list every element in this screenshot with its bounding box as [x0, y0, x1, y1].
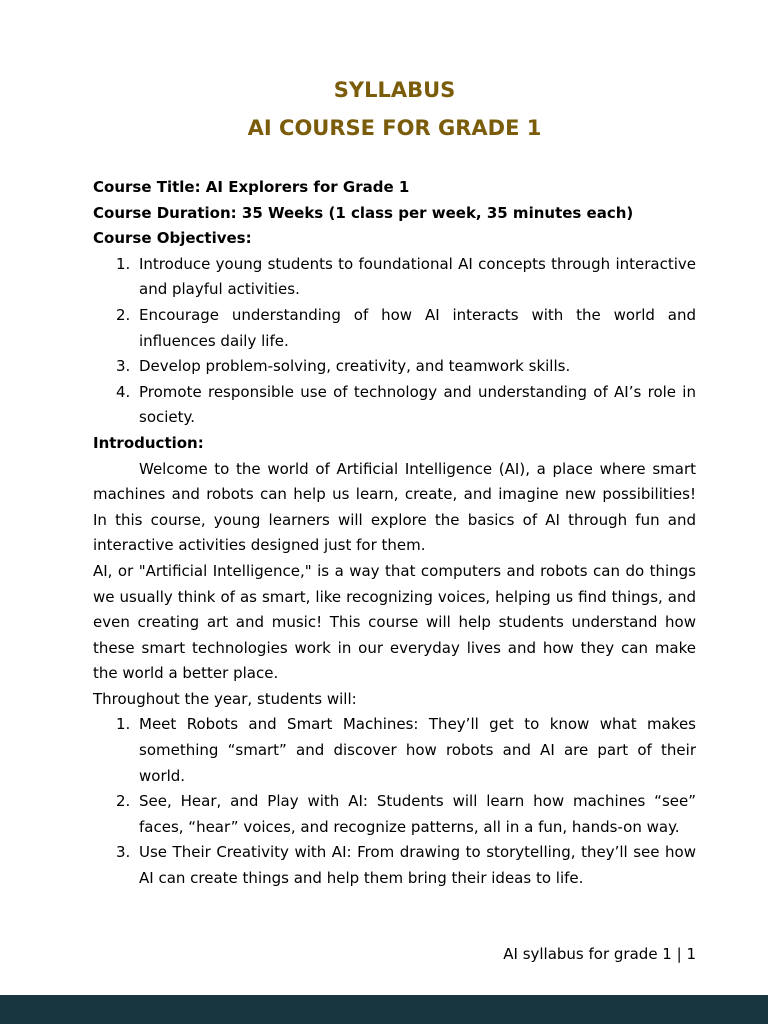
activities-list — [93, 712, 696, 891]
list-text: Meet Robots and Smart Machines: They’ll get to know what makes something “smart” and discover how robots and AI are part of their world. — [139, 715, 696, 785]
list-item — [93, 789, 696, 840]
objectives-list — [93, 252, 696, 431]
list-number: 3. — [116, 357, 131, 376]
ai-definition-paragraph: AI, or "Artificial Intelligence," is a way that computers and robots can do things we usually think of as smart, like recognizing voices, helping us find things, and even creating art and music! This course will help students understand how these smart technologies work in our everyday lives and how they can make the world a better place. — [93, 561, 696, 683]
list-number: 4. — [116, 382, 131, 401]
list-item — [93, 380, 696, 431]
list-text: Promote responsible use of technology and understanding of AI’s role in society. — [139, 382, 696, 427]
page-footer: AI syllabus for grade 1 | 1 — [503, 945, 696, 963]
list-number: 2. — [116, 305, 131, 324]
list-text: See, Hear, and Play with AI: Students will learn how machines “see” faces, “hear” voices, and recognize patterns, all in a fun, hands-on way. — [139, 792, 696, 836]
course-heading: AI COURSE FOR GRADE 1 — [247, 116, 542, 140]
syllabus-heading: SYLLABUS — [333, 78, 456, 102]
list-item — [93, 303, 696, 354]
list-item — [93, 712, 696, 789]
course-title: Course Title: AI Explorers for Grade 1 — [93, 178, 410, 196]
list-item — [93, 252, 696, 303]
list-text: Introduce young students to foundational AI concepts through interactive and playful activities. — [139, 254, 696, 299]
course-duration: Course Duration: 35 Weeks (1 class per week, 35 minutes each) — [93, 203, 634, 222]
list-text: Use Their Creativity with AI: From drawing to storytelling, they’ll see how AI can create things and help them bring their ideas to life. — [139, 843, 696, 888]
list-text: Develop problem-solving, creativity, and teamwork skills. — [139, 357, 571, 376]
list-text: Encourage understanding of how AI interacts with the world and influences daily life. — [139, 305, 696, 350]
objectives-heading: Course Objectives: — [93, 229, 252, 248]
list-item — [93, 354, 696, 380]
introduction-heading: Introduction: — [93, 433, 204, 452]
throughout-year-line: Throughout the year, students will: — [93, 689, 357, 708]
list-item — [93, 840, 696, 891]
list-number: 2. — [116, 792, 131, 811]
footer-bar — [0, 995, 768, 1024]
introduction-paragraph: Welcome to the world of Artificial Intelligence (AI), a place where smart machines and robots can help us learn, create, and imagine new possibilities! In this course, young learners will explore the basics of AI through fun and interactive activities designed just for them. — [93, 459, 696, 555]
list-number: 1. — [116, 254, 131, 273]
list-number: 1. — [116, 715, 131, 734]
document-body — [93, 175, 696, 892]
list-number: 3. — [116, 843, 131, 862]
